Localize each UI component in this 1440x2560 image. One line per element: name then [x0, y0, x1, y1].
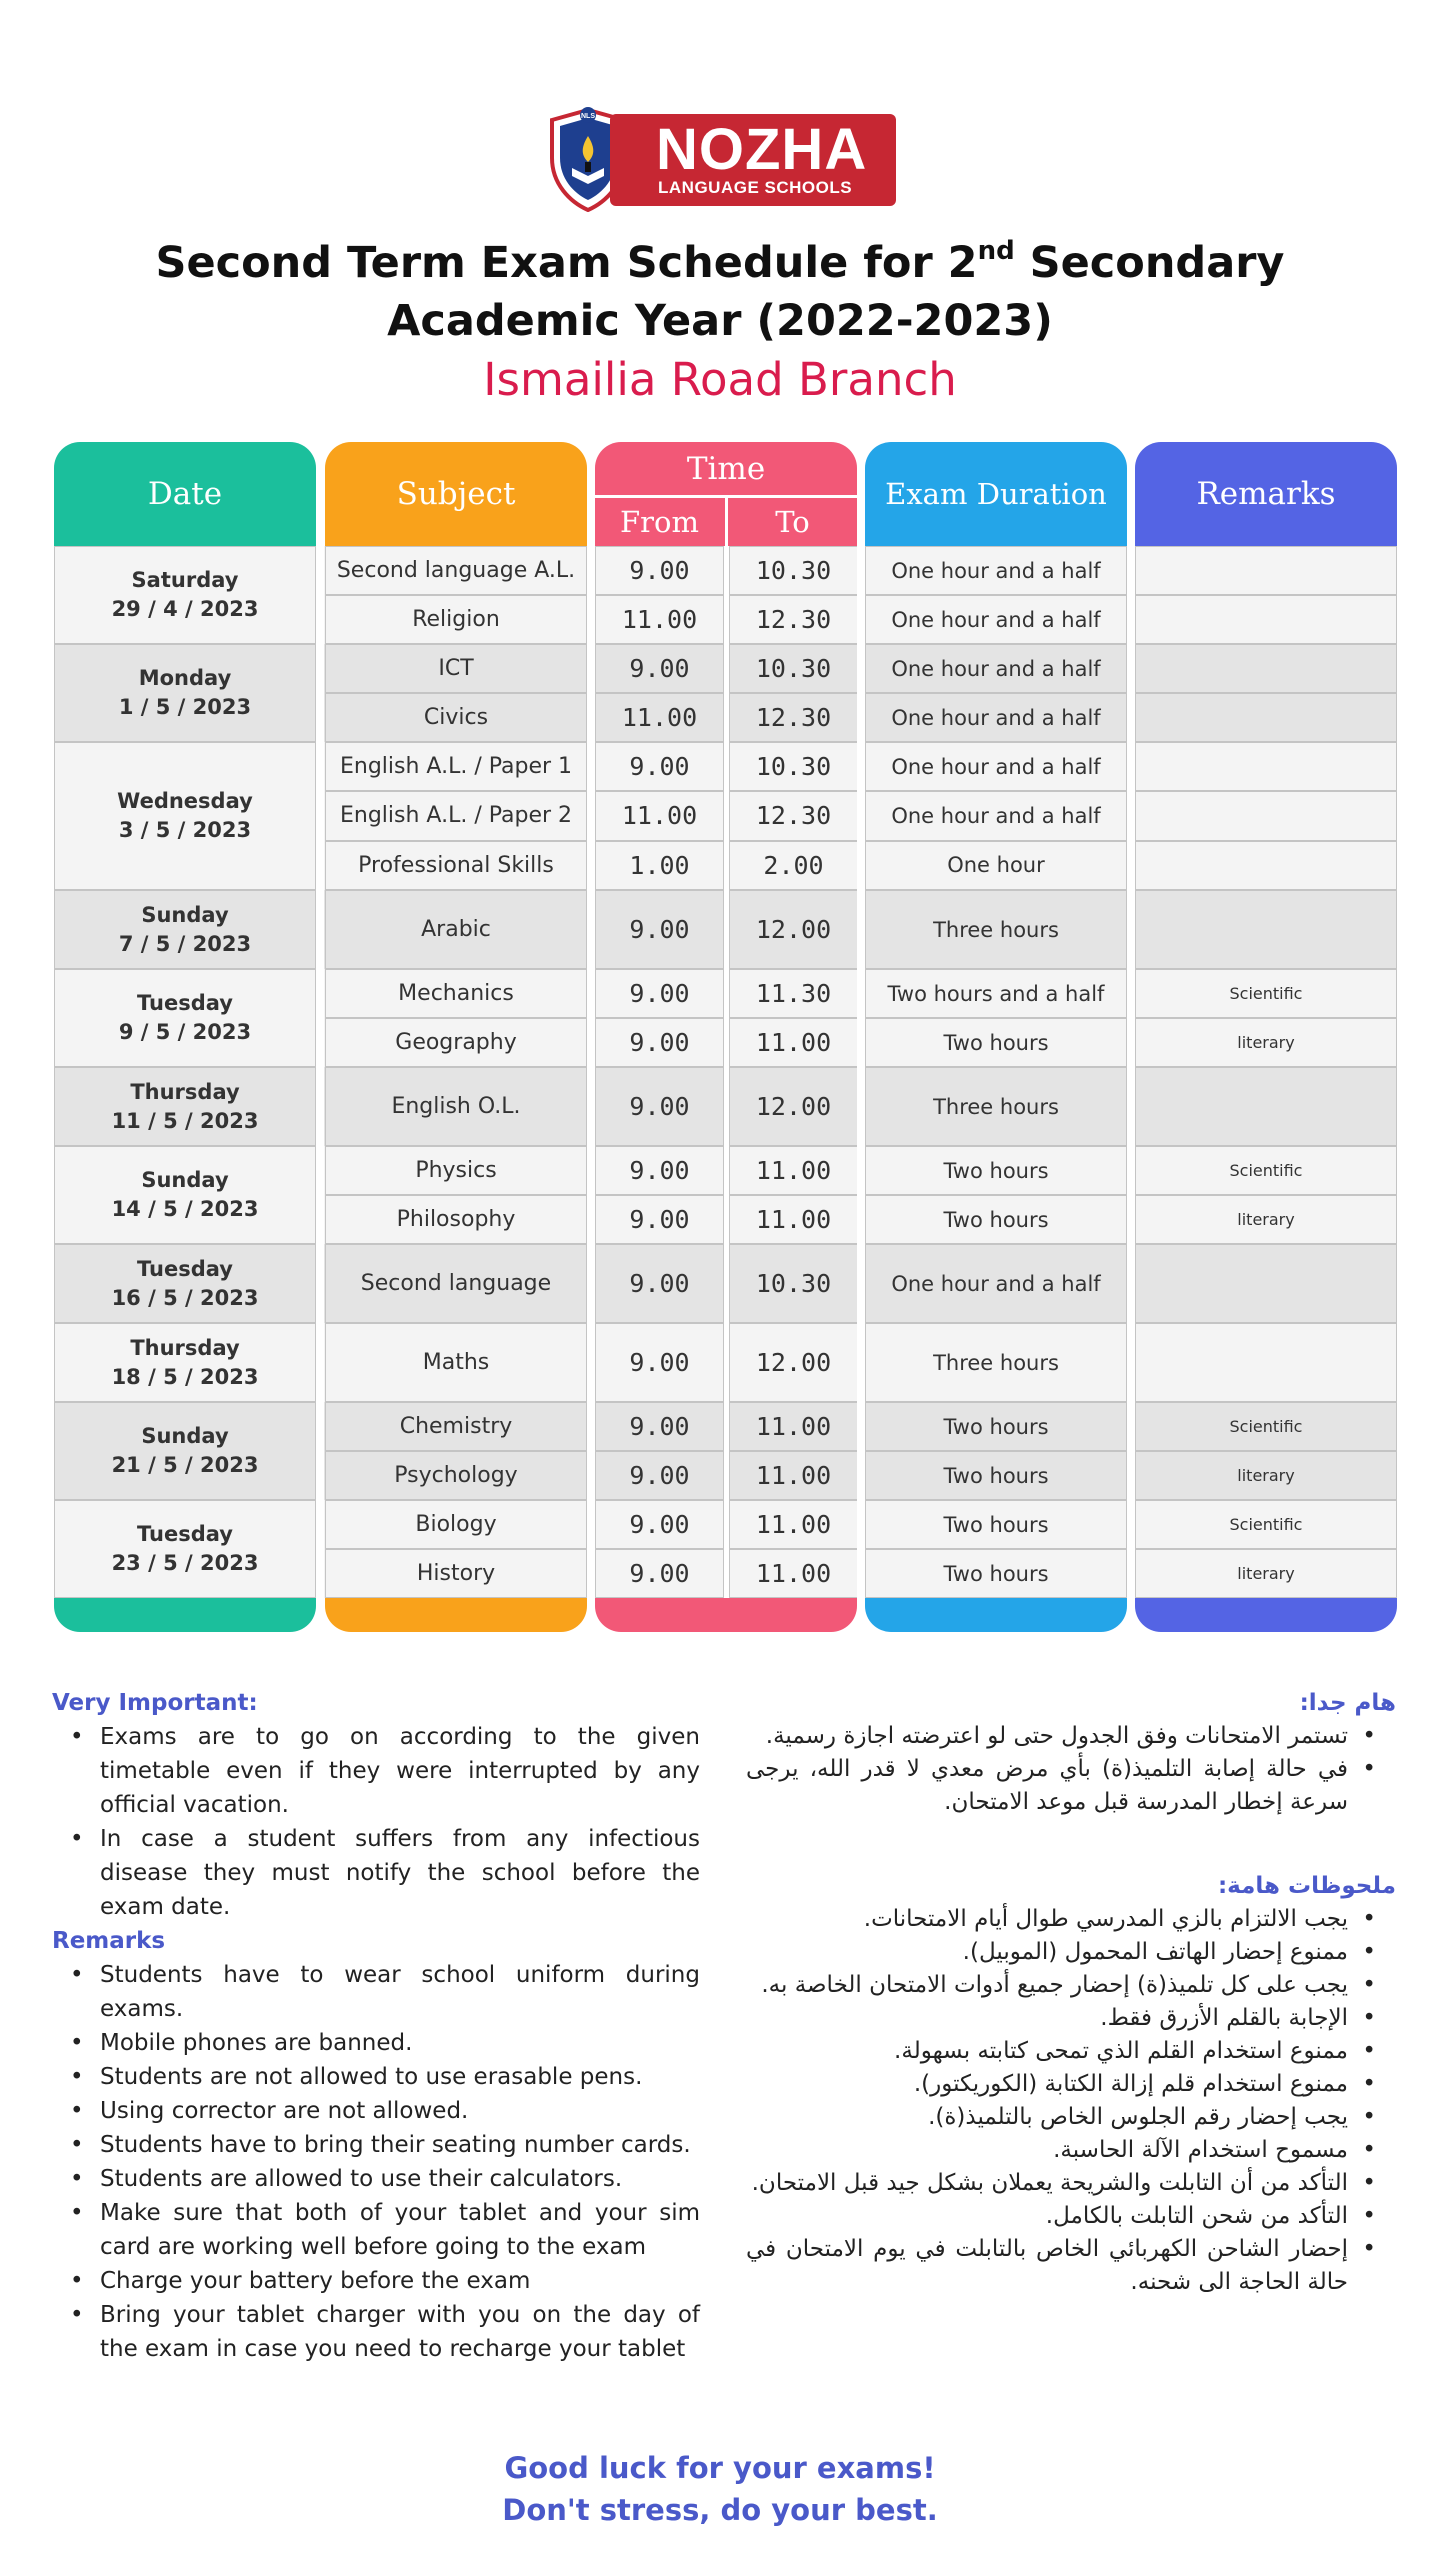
date-cell — [54, 1146, 316, 1244]
subject-cell: Religion — [325, 595, 587, 644]
duration-cell: Two hours — [865, 1195, 1127, 1244]
remark-cell: Scientific — [1135, 969, 1397, 1018]
duration-cell: Two hours — [865, 1500, 1127, 1549]
time-to-cell: 11.00 — [729, 1402, 858, 1451]
subject-cell: Biology — [325, 1500, 587, 1549]
from-to-gutter — [724, 546, 729, 1598]
time-from-cell: 11.00 — [595, 791, 724, 840]
day-name: Sunday — [141, 902, 229, 927]
subject-cell: Professional Skills — [325, 841, 587, 890]
time-to-cell: 11.00 — [729, 1500, 858, 1549]
logo-name: NOZHA — [656, 117, 868, 182]
duration-cell: Two hours — [865, 1146, 1127, 1195]
time-to-cell: 12.30 — [729, 693, 858, 742]
subject-cell: Arabic — [325, 890, 587, 969]
subject-cell: ICT — [325, 644, 587, 693]
remark-cell — [1135, 595, 1397, 644]
remark-cell: Scientific — [1135, 1146, 1397, 1195]
time-to-cell: 10.30 — [729, 546, 858, 595]
remark-cell: literary — [1135, 1549, 1397, 1598]
note-item: • ممنوع إحضار الهاتف المحمول (الموبيل). — [746, 1936, 1396, 1969]
time-to-cell: 11.00 — [729, 1549, 858, 1598]
note-item: • في حالة إصابة التلميذ(ة) بأي مرض معدي لا قدر الله، يرجى سرعة إخطار المدرسة قبل موعد الامتحان. — [746, 1753, 1396, 1819]
remark-cell: Scientific — [1135, 1500, 1397, 1549]
logo-banner — [610, 114, 896, 206]
time-from-cell: 9.00 — [595, 1195, 724, 1244]
remark-cell — [1135, 1323, 1397, 1402]
remark-cell — [1135, 693, 1397, 742]
logo-subtitle: LANGUAGE SCHOOLS — [658, 178, 853, 197]
day-name: Tuesday — [137, 991, 233, 1015]
subject-cell: Mechanics — [325, 969, 587, 1018]
note-item: • التأكد من أن التابلت والشريحة يعملان بشكل جيد قبل الامتحان. — [746, 2167, 1396, 2200]
time-from-cell: 9.00 — [595, 890, 724, 969]
exam-date: 16 / 5 / 2023 — [111, 1285, 259, 1310]
note-item: • Exams are to go on according to the given timetable even if they were interrupted by any official vacation. — [52, 1720, 700, 1822]
date-cell — [54, 546, 316, 644]
time-to-cell: 11.00 — [729, 1451, 858, 1500]
time-from-cell: 9.00 — [595, 546, 724, 595]
duration-cell: Two hours — [865, 1018, 1127, 1067]
duration-cell: One hour and a half — [865, 595, 1127, 644]
subject-cell: Civics — [325, 693, 587, 742]
time-from-cell: 1.00 — [595, 841, 724, 890]
time-to-cell: 2.00 — [729, 841, 858, 890]
time-from-cell: 9.00 — [595, 644, 724, 693]
time-from-cell: 9.00 — [595, 1451, 724, 1500]
duration-cell: Two hours — [865, 1451, 1127, 1500]
subject-cell: English A.L. / Paper 1 — [325, 742, 587, 791]
remark-cell: literary — [1135, 1451, 1397, 1500]
note-item: • Students have to bring their seating number cards. — [52, 2128, 700, 2162]
duration-cell: Two hours and a half — [865, 969, 1127, 1018]
day-name: Thursday — [130, 1079, 240, 1104]
time-to-cell: 11.00 — [729, 1146, 858, 1195]
page-title-line2: Academic Year (2022-2023) — [387, 296, 1053, 346]
note-item: • Charge your battery before the exam — [52, 2264, 700, 2298]
duration-cell: One hour — [865, 841, 1127, 890]
time-to-cell: 12.30 — [729, 595, 858, 644]
note-item: • Students have to wear school uniform during exams. — [52, 1958, 700, 2026]
note-item: • إحضار الشاحن الكهربائي الخاص بالتابلت في يوم الامتحان في حالة الحاجة الى شحنه. — [746, 2233, 1396, 2299]
time-to-cell: 12.00 — [729, 1067, 858, 1146]
subject-cell: Chemistry — [325, 1402, 587, 1451]
duration-cell: One hour and a half — [865, 742, 1127, 791]
subject-cell: Physics — [325, 1146, 587, 1195]
time-to-cell: 10.30 — [729, 644, 858, 693]
duration-cell: Three hours — [865, 1067, 1127, 1146]
note-item: • Bring your tablet charger with you on the day of the exam in case you need to recharge your tablet — [52, 2298, 700, 2366]
remarks-list — [52, 1958, 700, 2366]
time-to-cell: 11.00 — [729, 1195, 858, 1244]
arabic-remarks-list — [746, 1903, 1396, 2299]
subject-cell: Second language A.L. — [325, 546, 587, 595]
note-item: • Using corrector are not allowed. — [52, 2094, 700, 2128]
remarks-heading: Remarks — [52, 1928, 166, 1954]
remark-cell: literary — [1135, 1195, 1397, 1244]
date-cell — [54, 969, 316, 1067]
note-item: • ممنوع استخدام قلم إزالة الكتابة (الكوريكتور). — [746, 2068, 1396, 2101]
duration-cell: One hour and a half — [865, 546, 1127, 595]
day-name: Monday — [138, 666, 232, 690]
date-cell — [54, 890, 316, 969]
remark-cell — [1135, 546, 1397, 595]
very-important-list — [52, 1720, 700, 1924]
remark-cell — [1135, 742, 1397, 791]
duration-cell: Three hours — [865, 890, 1127, 969]
day-name: Tuesday — [137, 1522, 233, 1546]
note-item: • Mobile phones are banned. — [52, 2026, 700, 2060]
duration-cell: One hour and a half — [865, 791, 1127, 840]
time-from-cell: 9.00 — [595, 1500, 724, 1549]
time-from-cell: 9.00 — [595, 1549, 724, 1598]
time-to-cell: 12.00 — [729, 1323, 858, 1402]
remark-cell — [1135, 841, 1397, 890]
arabic-important-heading: هام جدا: — [1299, 1690, 1396, 1716]
time-to-cell: 10.30 — [729, 1244, 858, 1323]
logo-badge: NLS — [581, 113, 595, 120]
duration-header: Exam Duration — [885, 477, 1107, 511]
footer-good-luck: Good luck for your exams! — [504, 2451, 936, 2485]
duration-cell: One hour and a half — [865, 1244, 1127, 1323]
date-cell — [54, 1402, 316, 1500]
notes-arabic — [746, 1686, 1396, 2299]
exam-date: 14 / 5 / 2023 — [111, 1197, 259, 1221]
subject-cell: English A.L. / Paper 2 — [325, 791, 587, 840]
date-cell — [54, 1323, 316, 1402]
remark-cell — [1135, 890, 1397, 969]
day-name: Tuesday — [137, 1256, 233, 1281]
time-to-cell: 12.30 — [729, 791, 858, 840]
arabic-important-list — [746, 1720, 1396, 1819]
time-from-cell: 9.00 — [595, 1323, 724, 1402]
time-to-cell: 12.00 — [729, 890, 858, 969]
exam-date: 21 / 5 / 2023 — [111, 1453, 259, 1477]
subject-cell: History — [325, 1549, 587, 1598]
page-title-line1: Second Term Exam Schedule for 2nd Secondary — [155, 236, 1285, 288]
subject-cell: English O.L. — [325, 1067, 587, 1146]
remark-cell: literary — [1135, 1018, 1397, 1067]
very-important-heading: Very Important: — [52, 1690, 258, 1716]
time-from-cell: 9.00 — [595, 1402, 724, 1451]
note-item: • يجب إحضار رقم الجلوس الخاص بالتلميذ(ة). — [746, 2101, 1396, 2134]
column-gutter — [316, 546, 324, 1598]
note-item: • Students are not allowed to use erasable pens. — [52, 2060, 700, 2094]
date-cell — [54, 1244, 316, 1323]
notes-english — [52, 1686, 700, 2366]
subject-cell: Second language — [325, 1244, 587, 1323]
date-cell — [54, 742, 316, 890]
time-to-cell: 11.30 — [729, 969, 858, 1018]
day-name: Sunday — [141, 1424, 229, 1448]
column-gutter — [1127, 546, 1135, 1598]
day-name: Sunday — [141, 1168, 229, 1192]
column-gutter — [587, 546, 595, 1598]
day-name: Saturday — [131, 568, 239, 592]
time-to-cell: 11.00 — [729, 1018, 858, 1067]
exam-date: 29 / 4 / 2023 — [111, 597, 259, 621]
date-cell — [54, 644, 316, 742]
branch-name: Ismailia Road Branch — [483, 353, 957, 406]
duration-cell: Three hours — [865, 1323, 1127, 1402]
remark-cell — [1135, 644, 1397, 693]
note-item: • Students are allowed to use their calculators. — [52, 2162, 700, 2196]
remark-cell — [1135, 1244, 1397, 1323]
note-item: • تستمر الامتحانات وفق الجدول حتى لو اعترضته اجازة رسمية. — [746, 1720, 1396, 1753]
school-logo — [546, 106, 896, 212]
note-item: • Make sure that both of your tablet and your sim card are working well before going to the exam — [52, 2196, 700, 2264]
exam-date: 23 / 5 / 2023 — [111, 1551, 259, 1575]
duration-cell: One hour and a half — [865, 693, 1127, 742]
duration-cell: Two hours — [865, 1402, 1127, 1451]
to-header: To — [775, 505, 810, 539]
time-from-cell: 9.00 — [595, 742, 724, 791]
exam-date: 7 / 5 / 2023 — [118, 931, 252, 956]
time-from-cell: 9.00 — [595, 1018, 724, 1067]
time-to-cell: 10.30 — [729, 742, 858, 791]
note-item: • يجب الالتزام بالزي المدرسي طوال أيام الامتحانات. — [746, 1903, 1396, 1936]
exam-date: 18 / 5 / 2023 — [111, 1364, 259, 1389]
date-cell — [54, 1067, 316, 1146]
subject-cell: Psychology — [325, 1451, 587, 1500]
note-item: • In case a student suffers from any infectious disease they must notify the school before the exam date. — [52, 1822, 700, 1924]
note-item: • ممنوع استخدام القلم الذي تمحى كتابته بسهولة. — [746, 2035, 1396, 2068]
time-header: Time — [686, 451, 766, 487]
note-item: • مسموح استخدام الآلة الحاسبة. — [746, 2134, 1396, 2167]
arabic-remarks-heading: ملحوظات هامة: — [1217, 1873, 1396, 1899]
from-header: From — [620, 505, 699, 539]
duration-cell: Two hours — [865, 1549, 1127, 1598]
remark-cell — [1135, 791, 1397, 840]
remarks-header: Remarks — [1196, 476, 1336, 512]
exam-date: 11 / 5 / 2023 — [111, 1108, 259, 1133]
time-from-cell: 9.00 — [595, 1244, 724, 1323]
exam-date: 1 / 5 / 2023 — [118, 695, 252, 719]
column-gutter — [857, 546, 865, 1598]
note-item: • الإجابة بالقلم الأزرق فقط. — [746, 2002, 1396, 2035]
subject-cell: Maths — [325, 1323, 587, 1402]
subject-cell: Geography — [325, 1018, 587, 1067]
remark-cell — [1135, 1067, 1397, 1146]
time-from-cell: 9.00 — [595, 1067, 724, 1146]
subject-cell: Philosophy — [325, 1195, 587, 1244]
note-item: • يجب على كل تلميذ(ة) إحضار جميع أدوات الامتحان الخاصة به. — [746, 1969, 1396, 2002]
date-header: Date — [147, 476, 223, 512]
day-name: Thursday — [130, 1335, 240, 1360]
note-item: • التأكد من شحن التابلت بالكامل. — [746, 2200, 1396, 2233]
exam-date: 3 / 5 / 2023 — [118, 818, 252, 842]
exam-date: 9 / 5 / 2023 — [118, 1020, 252, 1044]
footer-dont-stress: Don't stress, do your best. — [502, 2493, 938, 2527]
time-from-cell: 11.00 — [595, 595, 724, 644]
time-from-cell: 9.00 — [595, 1146, 724, 1195]
remark-cell: Scientific — [1135, 1402, 1397, 1451]
time-from-cell: 9.00 — [595, 969, 724, 1018]
subject-header: Subject — [396, 476, 516, 512]
date-cell — [54, 1500, 316, 1598]
day-name: Wednesday — [117, 789, 253, 813]
duration-cell: One hour and a half — [865, 644, 1127, 693]
time-from-cell: 11.00 — [595, 693, 724, 742]
